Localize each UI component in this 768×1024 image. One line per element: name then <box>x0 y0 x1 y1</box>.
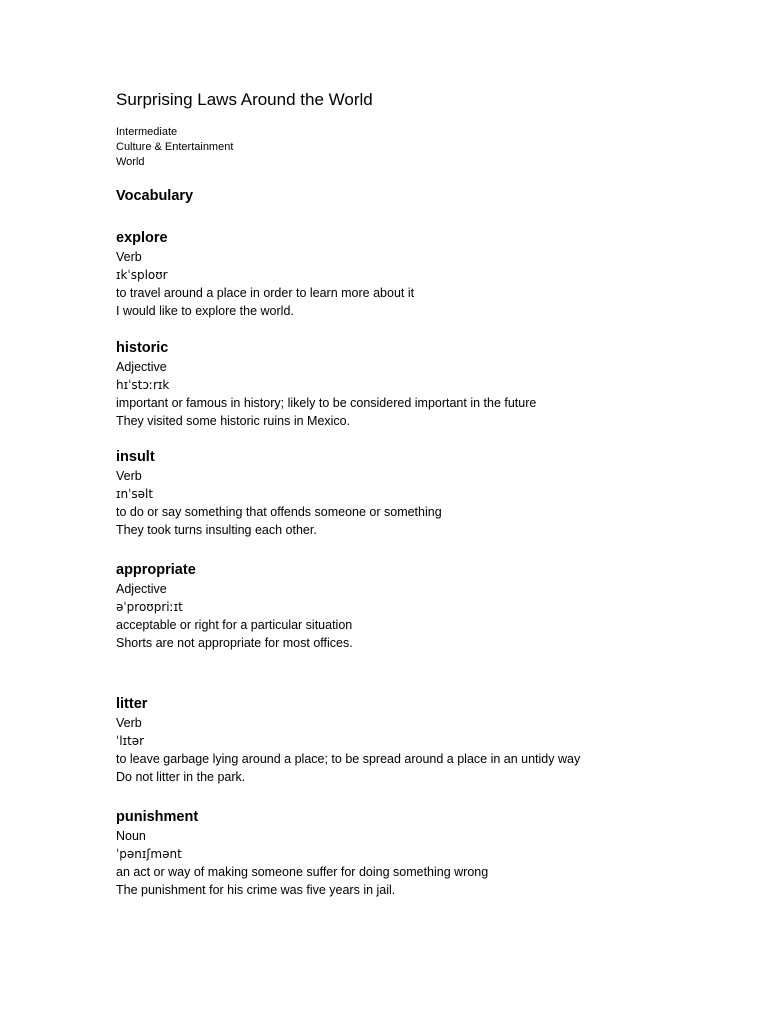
vocab-entry-appropriate <box>116 560 736 652</box>
vocab-example: Shorts are not appropriate for most offices. <box>116 636 353 650</box>
vocab-example: The punishment for his crime was five years in jail. <box>116 883 396 897</box>
vocab-entry-punishment <box>116 807 736 899</box>
vocab-pronunciation: əˈproʊpriːɪt <box>116 600 183 614</box>
vocab-word: historic <box>116 340 169 356</box>
vocab-definition: acceptable or right for a particular situation <box>116 618 353 632</box>
vocab-definition: important or famous in history; likely to be considered important in the future <box>116 396 537 410</box>
vocab-word: insult <box>116 449 155 465</box>
vocab-definition: to leave garbage lying around a place; to be spread around a place in an untidy way <box>116 752 581 766</box>
vocab-part-of-speech: Adjective <box>116 360 167 374</box>
vocab-part-of-speech: Verb <box>116 250 142 264</box>
vocab-part-of-speech: Verb <box>116 469 142 483</box>
vocab-word: litter <box>116 696 148 712</box>
vocab-word: appropriate <box>116 562 196 578</box>
vocab-pronunciation: ˈlɪtər <box>116 734 145 748</box>
meta-region: World <box>116 156 145 168</box>
vocab-part-of-speech: Verb <box>116 716 142 730</box>
vocabulary-heading: Vocabulary <box>116 188 194 204</box>
vocab-part-of-speech: Adjective <box>116 582 167 596</box>
vocab-example: They took turns insulting each other. <box>116 523 317 537</box>
document-title: Surprising Laws Around the World <box>116 90 373 109</box>
document-meta <box>116 125 233 170</box>
vocab-entry-historic <box>116 338 736 430</box>
vocab-definition: to travel around a place in order to learn more about it <box>116 286 415 300</box>
meta-level: Intermediate <box>116 126 178 138</box>
vocab-word: explore <box>116 230 168 246</box>
vocab-pronunciation: ɪnˈsəlt <box>116 487 154 501</box>
vocab-definition: an act or way of making someone suffer for doing something wrong <box>116 865 489 879</box>
vocab-pronunciation: ɪkˈsploʊr <box>116 268 168 282</box>
vocab-example: Do not litter in the park. <box>116 770 246 784</box>
vocab-entry-insult <box>116 447 736 539</box>
vocab-example: They visited some historic ruins in Mexico. <box>116 414 351 428</box>
vocab-definition: to do or say something that offends someone or something <box>116 505 442 519</box>
document-page <box>116 0 736 1024</box>
vocab-part-of-speech: Noun <box>116 829 146 843</box>
vocab-entry-explore <box>116 228 736 320</box>
vocab-pronunciation: ˈpənɪʃmənt <box>116 847 182 861</box>
meta-category: Culture & Entertainment <box>116 141 234 153</box>
vocab-entry-litter <box>116 694 736 786</box>
vocab-word: punishment <box>116 809 199 825</box>
vocab-pronunciation: hɪˈstɔːrɪk <box>116 378 170 392</box>
vocab-example: I would like to explore the world. <box>116 304 294 318</box>
